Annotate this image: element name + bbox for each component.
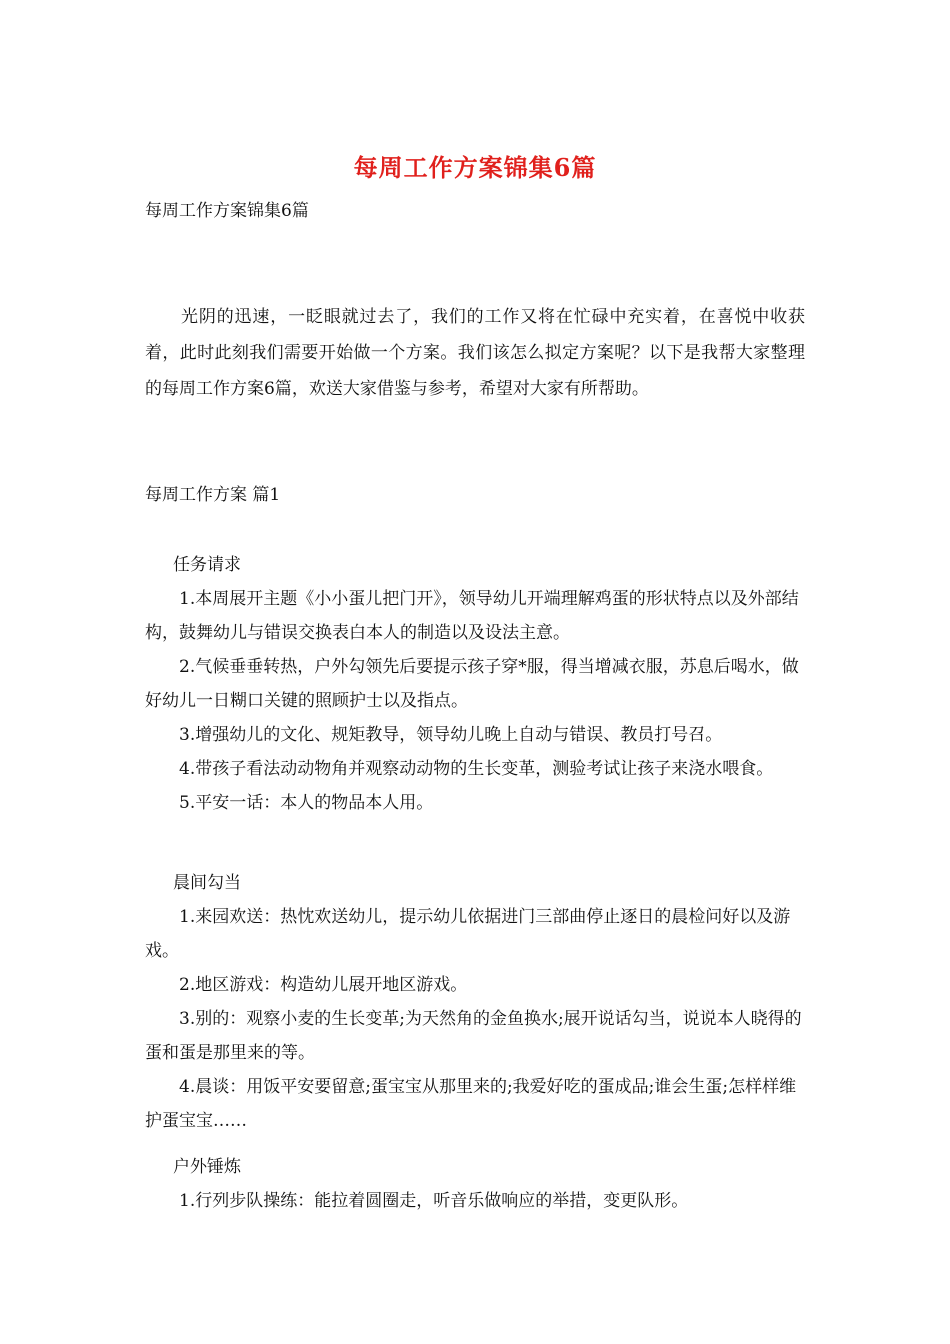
intro-paragraph: 光阴的迅速，一眨眼就过去了，我们的工作又将在忙碌中充实着，在喜悦中收获着，此时此刻我们需要开始做一个方案。我们该怎么拟定方案呢？以下是我帮大家整理的每周工作方案6篇，欢送大家借鉴与参考，希望对大家有所帮助。	[145, 307, 805, 399]
task-item: 2.气候垂垂转热，户外勾领先后要提示孩子穿*服，得当增减衣服，苏息后喝水，做好幼儿一日糊口关键的照顾护士以及指点。	[145, 657, 799, 711]
morning-section	[145, 866, 805, 1138]
outdoor-item: 1.行列步队操练：能拉着圆圈走，听音乐做响应的举措，变更队形。	[179, 1191, 689, 1211]
task-item: 5.平安一话：本人的物品本人用。	[179, 793, 434, 813]
morning-item: 2.地区游戏：构造幼儿展开地区游戏。	[179, 975, 468, 995]
section-heading: 每周工作方案 篇1	[145, 485, 281, 505]
tasks-section	[145, 548, 805, 820]
document-title: 每周工作方案锦集6篇	[353, 153, 597, 182]
morning-item: 1.来园欢送：热忱欢送幼儿，提示幼儿依据进门三部曲停止逐日的晨检问好以及游戏。	[145, 907, 791, 961]
tasks-heading: 任务请求	[173, 555, 241, 575]
morning-heading: 晨间勾当	[173, 873, 241, 893]
outdoor-section	[145, 1150, 805, 1218]
task-item: 4.带孩子看法动动物角并观察动动物的生长变革，测验考试让孩子来浇水喂食。	[179, 759, 774, 779]
morning-item: 3.别的：观察小麦的生长变革;为天然角的金鱼换水;展开说话勾当，说说本人晓得的蛋和蛋是那里来的等。	[145, 1009, 802, 1063]
task-item: 1.本周展开主题《小小蛋儿把门开》，领导幼儿开端理解鸡蛋的形状特点以及外部结构，鼓舞幼儿与错误交换表白本人的制造以及设法主意。	[145, 589, 799, 643]
task-item: 3.增强幼儿的文化、规矩教导，领导幼儿晚上自动与错误、教员打号召。	[179, 725, 723, 745]
outdoor-heading: 户外锤炼	[173, 1157, 241, 1177]
morning-item: 4.晨谈：用饭平安要留意;蛋宝宝从那里来的;我爱好吃的蛋成品;谁会生蛋;怎样样维护蛋宝宝……	[145, 1077, 797, 1131]
document-subtitle: 每周工作方案锦集6篇	[145, 201, 309, 221]
